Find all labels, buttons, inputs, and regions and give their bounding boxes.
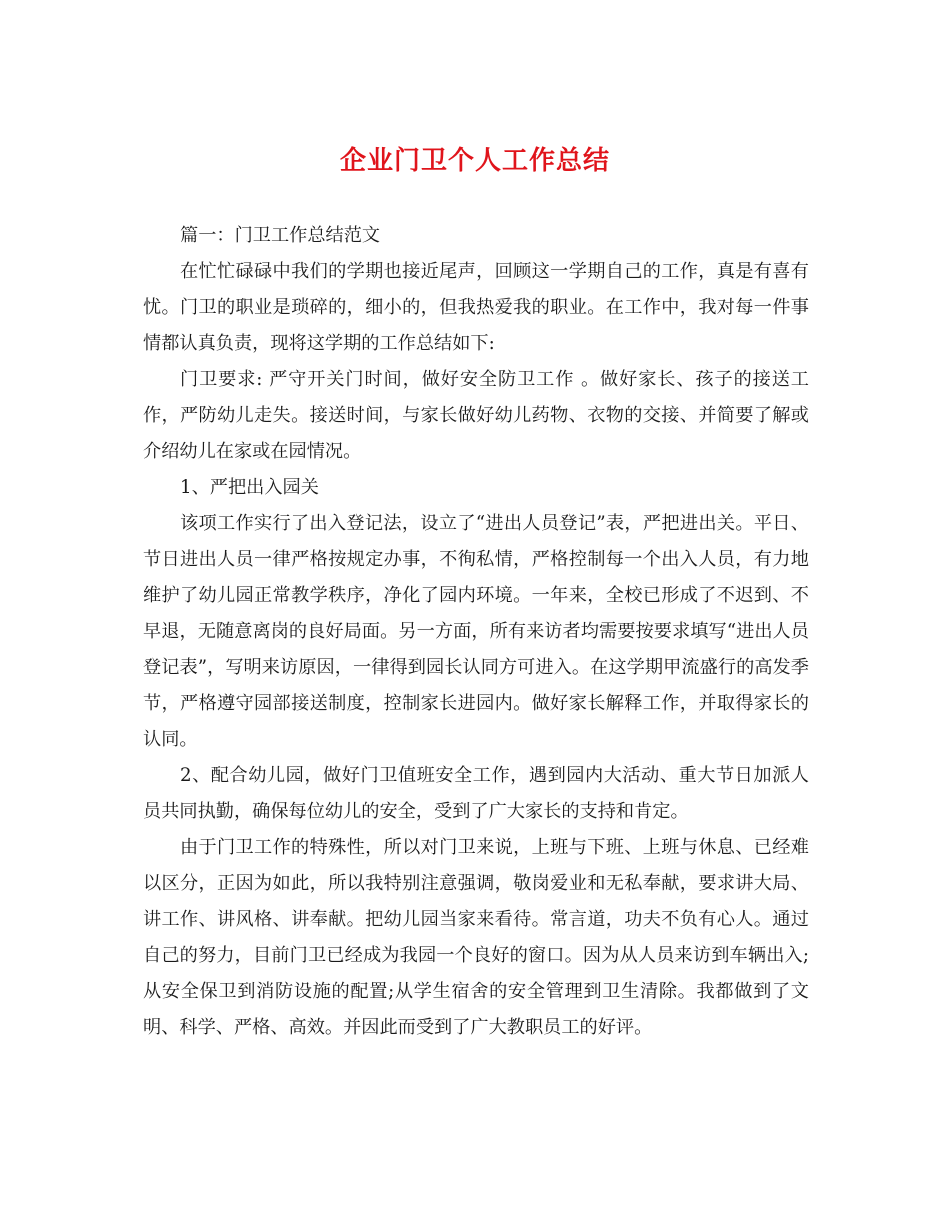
section-heading: 1、严把出入园关 — [180, 477, 319, 498]
body-paragraph: 该项工作实行了出入登记法，设立了“进出人员登记”表，严把进出关。平日、节日进出人员一律严格按规定办事，不徇私情，严格控制每一个出入人员，有力地维护了幼儿园正常教学秩序，净化了园内环境。一年来，全校已形成了不迟到、不早退，无随意离岗的良好局面。另一方面，所有来访者均需要按要求填写“进出人员登记表”，写明来访原因，一律得到园长认同方可进入。在这学期甲流盛行的高发季节，严格遵守园部接送制度，控制家长进园内。做好家长解释工作，并取得家长的认同。 — [143, 513, 809, 750]
body-paragraph: 2、配合幼儿园，做好门卫值班安全工作，遇到园内大活动、重大节日加派人员共同执勤，确保每位幼儿的安全，受到了广大家长的支持和肯定。 — [143, 765, 809, 822]
body-paragraph: 在忙忙碌碌中我们的学期也接近尾声，回顾这一学期自己的工作，真是有喜有忧。门卫的职业是琐碎的，细小的，但我热爱我的职业。在工作中，我对每一件事情都认真负责，现将这学期的工作总结如下: — [143, 261, 809, 354]
document-title: 企业门卫个人工作总结 — [339, 146, 610, 176]
body-paragraph: 由于门卫工作的特殊性，所以对门卫来说，上班与下班、上班与休息、已经难以区分，正因为如此，所以我特别注意强调，敬岗爱业和无私奉献，要求讲大局、讲工作、讲风格、讲奉献。把幼儿园当家来看待。常言道，功夫不负有心人。通过自己的努力，目前门卫已经成为我园一个良好的窗口。因为从人员来访到车辆出入;从安全保卫到消防设施的配置;从学生宿舍的安全管理到卫生清除。我都做到了文明、科学、严格、高效。并因此而受到了广大教职员工的好评。 — [143, 837, 809, 1038]
body-paragraph: 门卫要求: 严守开关门时间，做好安全防卫工作 。做好家长、孩子的接送工作，严防幼儿走失。接送时间，与家长做好幼儿药物、衣物的交接、并简要了解或介绍幼儿在家或在园情况。 — [143, 369, 809, 462]
section-heading: 篇一：门卫工作总结范文 — [180, 225, 381, 246]
document-body — [143, 218, 809, 1046]
